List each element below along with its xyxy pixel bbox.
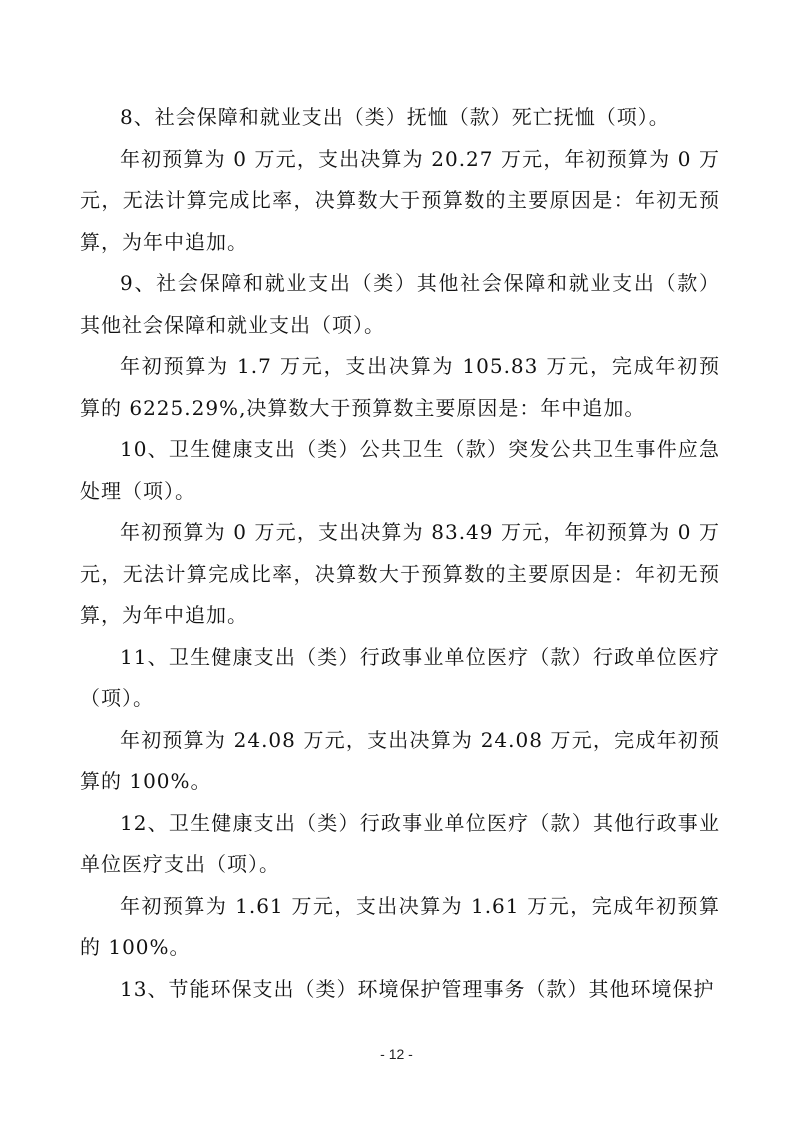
item-10-heading: 10、卫生健康支出（类）公共卫生（款）突发公共卫生事件应急处理（项）。: [80, 437, 720, 503]
page-number: - 12 -: [380, 1046, 413, 1062]
document-body: [80, 97, 720, 1010]
item-8-heading: 8、社会保障和就业支出（类）抚恤（款）死亡抚恤（项）。: [120, 105, 670, 129]
item-11-heading: 11、卫生健康支出（类）行政事业单位医疗（款）行政单位医疗（项）。: [80, 644, 720, 710]
item-13-heading: 13、节能环保支出（类）环境保护管理事务（款）其他环境保护: [120, 976, 715, 1001]
item-12-heading: 12、卫生健康支出（类）行政事业单位医疗（款）其他行政事业单位医疗支出（项）。: [80, 810, 720, 876]
item-9-heading: 9、社会保障和就业支出（类）其他社会保障和就业支出（款）其他社会保障和就业支出（项）。: [80, 271, 720, 337]
item-9-detail: 年初预算为 1.7 万元，支出决算为 105.83 万元，完成年初预算的 6225.29%,决算数大于预算数主要原因是：年中追加。: [80, 354, 720, 420]
item-11-detail: 年初预算为 24.08 万元，支出决算为 24.08 万元，完成年初预算的 100%。: [80, 727, 720, 793]
item-10-detail: 年初预算为 0 万元，支出决算为 83.49 万元，年初预算为 0 万元，无法计算完成比率，决算数大于预算数的主要原因是：年初无预算，为年中追加。: [80, 520, 720, 627]
item-12-detail: 年初预算为 1.61 万元，支出决算为 1.61 万元，完成年初预算的 100%。: [80, 893, 720, 959]
item-8-detail: 年初预算为 0 万元，支出决算为 20.27 万元，年初预算为 0 万元，无法计算完成比率，决算数大于预算数的主要原因是：年初无预算，为年中追加。: [80, 146, 720, 254]
